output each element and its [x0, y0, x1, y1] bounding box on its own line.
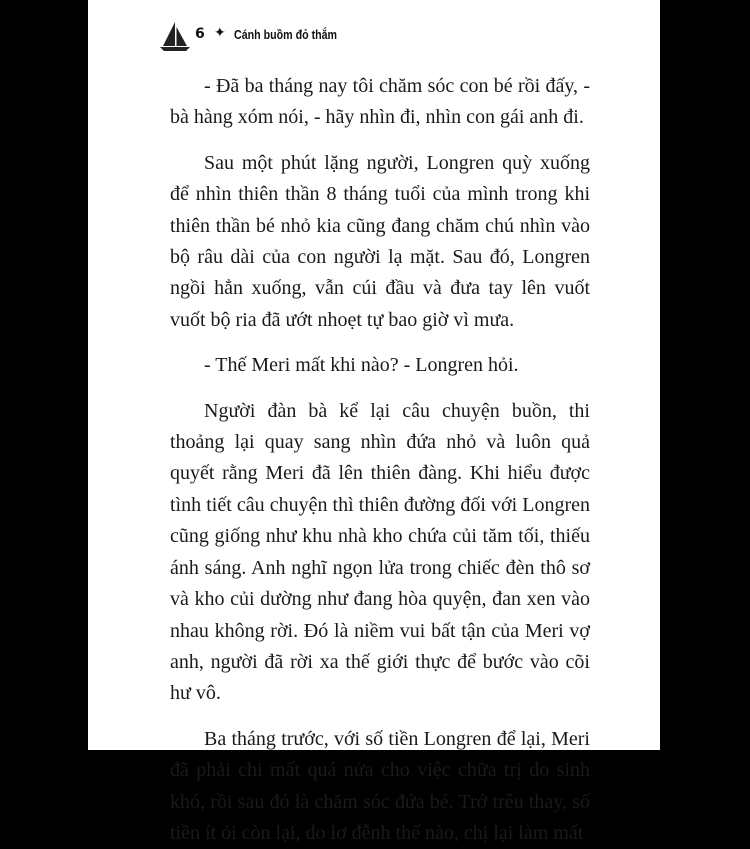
sailboat-icon [158, 20, 192, 52]
paragraph: - Thế Meri mất khi nào? - Longren hỏi. [204, 354, 519, 377]
page-body [170, 71, 590, 849]
page-number: 6 [195, 26, 205, 42]
paragraph: Ba tháng trước, với số tiền Longren để lại, Meri đã phải chi mất quá nửa cho việc chữa trị do sinh khó, rồi sau đó là chăm sóc đứa bé. Trớ trêu thay, số tiền ít ỏi còn lại, do lơ đễnh thế nào, chị lại làm mất [170, 727, 590, 844]
paragraph: - Đã ba tháng nay tôi chăm sóc con bé rồi đấy, - bà hàng xóm nói, - hãy nhìn đi, nhìn con gái anh đi. [170, 75, 590, 129]
page-header [88, 20, 660, 54]
paragraph: Người đàn bà kể lại câu chuyện buồn, thi thoảng lại quay sang nhìn đứa nhỏ và luôn quả quyết rằng Meri đã lên thiên đàng. Khi hiểu được tình tiết câu chuyện thì thiên đường đối với Longren cũng giống như khu nhà kho chứa củi tăm tối, thiếu ánh sáng. Anh nghĩ ngọn lửa trong chiếc đèn thô sơ và kho củi dường như đang hòa quyện, đan xen vào nhau không rời. Đó là niềm vui bất tận của Meri vợ anh, người đã rời xa thế giới thực để bước vào cõi hư vô. [170, 399, 590, 705]
header-separator: ✦ [214, 25, 226, 41]
running-title: Cánh buồm đỏ thắm [234, 27, 338, 42]
paragraph: Sau một phút lặng người, Longren quỳ xuống để nhìn thiên thần 8 tháng tuổi của mình trong khi thiên thần bé nhỏ kia cũng đang chăm chú nhìn vào bộ râu dài của con người lạ mặt. Sau đó, Longren ngồi hẳn xuống, vẫn cúi đầu và đưa tay lên vuốt vuốt bộ ria đã ướt nhoẹt tự bao giờ vì mưa. [170, 151, 590, 331]
book-page [88, 0, 660, 844]
